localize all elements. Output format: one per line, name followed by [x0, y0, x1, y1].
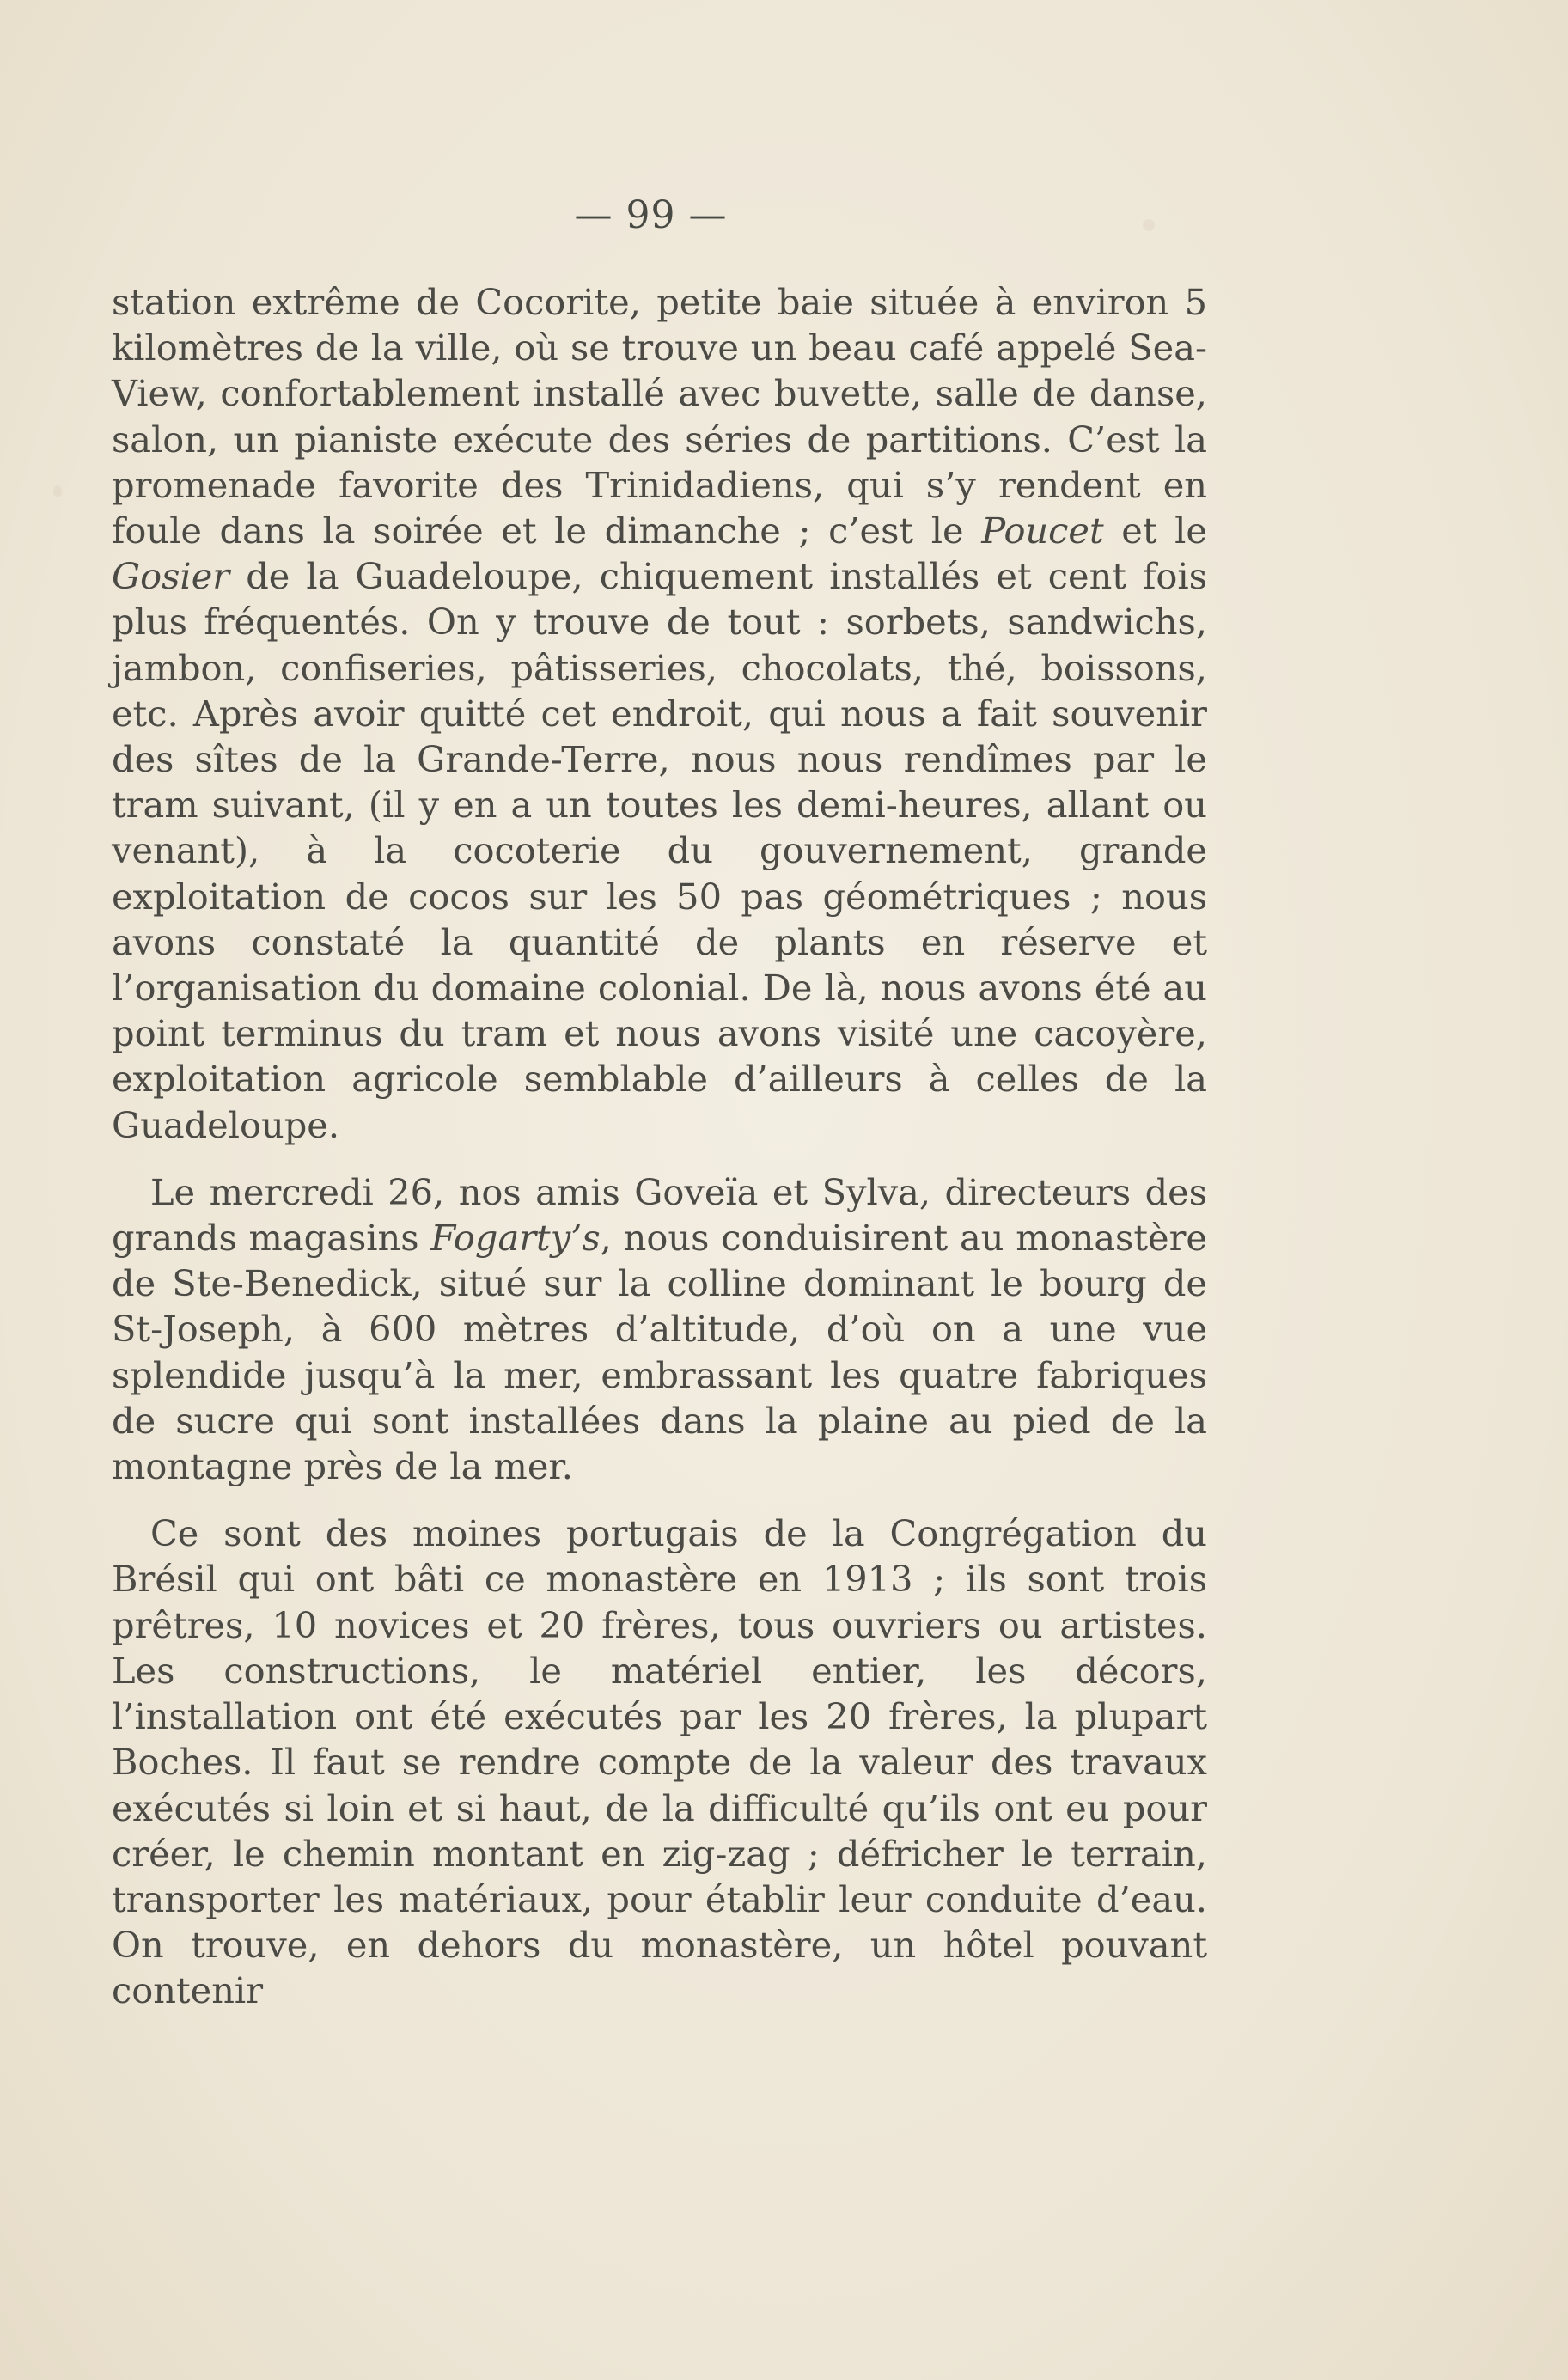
- paragraph-3: [112, 1510, 1207, 2013]
- paragraph-2: [112, 1169, 1207, 1489]
- paragraph-1: [112, 279, 1207, 1148]
- text-segment: station extrême de Cocorite, petite baie située à environ 5 kilomètres de la ville, où se trouve un beau café appelé Sea-View, confortablement installé avec buvette, salle de danse, salon, un pianiste exécute des séries de partitions. C’est la promenade favorite des Trinidadiens, qui s’y rendent en foule dans la soirée et le dimanche ; c’est le: [112, 281, 1207, 552]
- page-number: — 99 —: [574, 193, 728, 237]
- italic-title-fogartys: Fogarty’s: [430, 1217, 601, 1260]
- italic-title-poucet: Poucet: [981, 510, 1104, 552]
- text-segment: et le: [1103, 510, 1207, 552]
- body-text: [112, 279, 1207, 2014]
- text-segment: Le mercredi 26, nos amis Goveïa et Sylva, directeurs des grands magasins: [112, 1170, 1207, 1260]
- italic-title-gosier: Gosier: [112, 555, 230, 598]
- text-segment: , nous conduisirent au monastère de Ste-Benedick, situé sur la colline dominant le bourg de St-Joseph, à 600 mètres d’altitude, d’où on a une vue splendide jusqu’à la mer, embrassant les quatre fabriques de sucre qui sont installées dans la plaine au pied de la montagne près de la mer.: [112, 1217, 1207, 1488]
- text-segment: de la Guadeloupe, chiquement installés et cent fois plus fréquentés. On y trouve de tout : sorbets, sandwichs, jambon, confiseries, pâtisseries, chocolats, thé, boissons, etc. Après avoir quitté cet endroit, qui nous a fait souvenir des sîtes de la Grande-Terre, nous nous rendîmes par le tram suivant, (il y en a un toutes les demi-heures, allant ou venant), à la cocoterie du gouvernement, grande exploitation de cocos sur les 50 pas géométriques ; nous avons constaté la quantité de plants en réserve et l’organisation du domaine colonial. De là, nous avons été au point terminus du tram et nous avons visité une cacoyère, exploitation agricole semblable d’ailleurs à celles de la Guadeloupe.: [112, 555, 1207, 1146]
- text-segment: Ce sont des moines portugais de la Congrégation du Brésil qui ont bâti ce monastère en 1913 ; ils sont trois prêtres, 10 novices et 20 frères, tous ouvriers ou artistes. Les constructions, le matériel entier, les décors, l’installation ont été exécutés par les 20 frères, la plupart Boches. Il faut se rendre compte de la valeur des travaux exécutés si loin et si haut, de la difficulté qu’ils ont eu pour créer, le chemin montant en zig-zag ; défricher le terrain, transporter les matériaux, pour établir leur conduite d’eau. On trouve, en dehors du monastère, un hôtel pouvant contenir: [112, 1512, 1207, 2012]
- paper-stain: [53, 485, 62, 497]
